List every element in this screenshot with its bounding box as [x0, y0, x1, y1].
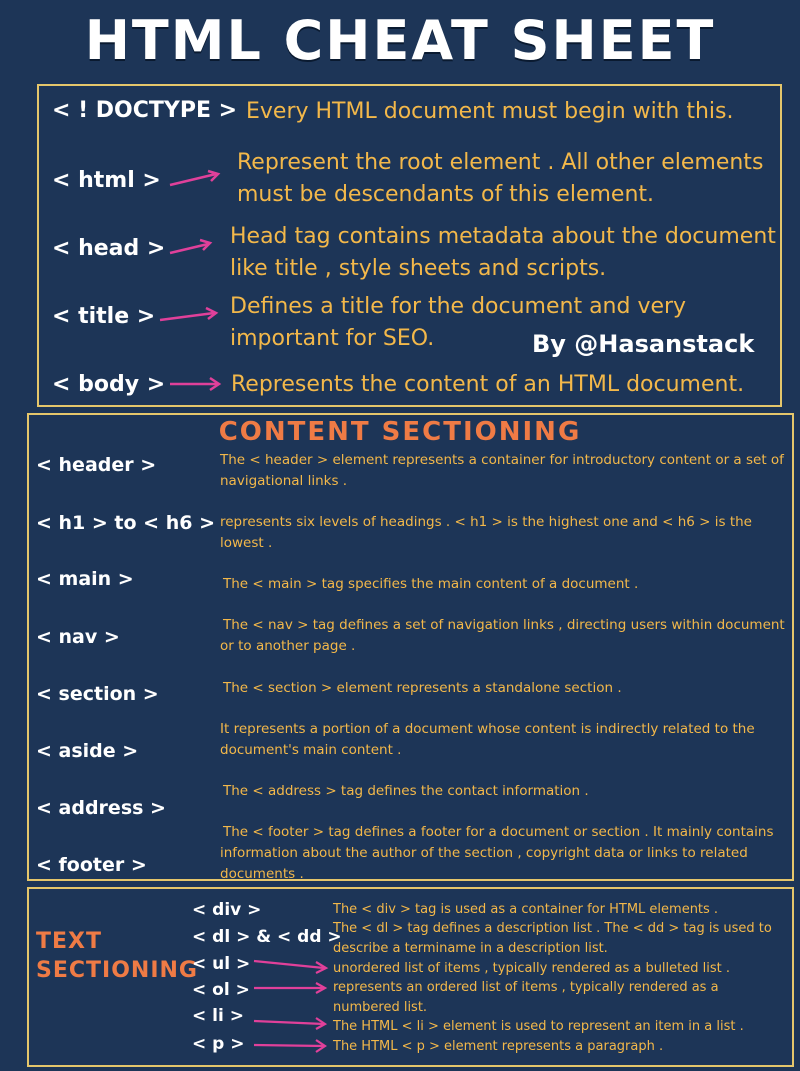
- tag-h1-h6: < h1 > to < h6 >: [36, 512, 215, 534]
- arrow-icon: [168, 374, 224, 394]
- desc-footer: The < footer > tag defines a footer for a document or section . It mainly contains information about the author of the section , copyright data or links to related documents .: [220, 824, 774, 882]
- tag-title: < title >: [52, 304, 156, 329]
- desc-head: Head tag contains metadata about the document like title , style sheets and scripts.: [230, 224, 776, 281]
- tag-aside: < aside >: [36, 740, 139, 762]
- tag-dl-dd: < dl > & < dd >: [192, 927, 342, 947]
- tag-ul: < ul >: [192, 954, 251, 974]
- tag-html: < html >: [52, 168, 161, 193]
- tag-address: < address >: [36, 797, 166, 819]
- tag-div: < div >: [192, 900, 262, 920]
- desc-body: Represents the content of an HTML document.: [231, 372, 745, 397]
- arrow-icon: [158, 304, 222, 326]
- desc-dl-dd: The < dl > tag defines a description list . The < dd > tag is used to describe a terminame in a description list.: [333, 921, 772, 956]
- tag-li: < li >: [192, 1006, 244, 1026]
- desc-aside: It represents a portion of a document whose content is indirectly related to the document's main content .: [220, 721, 755, 758]
- desc-h1-h6: represents six levels of headings . < h1 > is the highest one and < h6 > is the lowest .: [220, 514, 752, 551]
- tag-footer: < footer >: [36, 854, 147, 876]
- desc-html: Represent the root element . All other elements must be descendants of this element.: [237, 150, 764, 207]
- desc-p: The HTML < p > element represents a paragraph .: [333, 1039, 664, 1054]
- arrow-icon: [168, 168, 224, 190]
- tag-ol: < ol >: [192, 980, 250, 1000]
- arrow-icon: [252, 1038, 330, 1054]
- text-sectioning-heading-line1: TEXT: [36, 929, 103, 954]
- arrow-icon: [252, 956, 330, 974]
- tag-head: < head >: [52, 236, 166, 261]
- desc-ul: unordered list of items , typically rendered as a bulleted list .: [333, 961, 730, 976]
- arrow-icon: [168, 236, 216, 258]
- arrow-icon: [252, 1014, 330, 1032]
- tag-nav: < nav >: [36, 626, 120, 648]
- desc-ol: represents an ordered list of items , typically rendered as a numbered list.: [333, 980, 719, 1015]
- desc-section: The < section > element represents a standalone section .: [223, 680, 622, 696]
- tag-doctype: < ! DOCTYPE >: [52, 98, 238, 123]
- desc-title: Defines a title for the document and very important for SEO.: [230, 294, 687, 351]
- page-title: HTML CHEAT SHEET: [84, 9, 716, 72]
- desc-div: The < div > tag is used as a container for HTML elements .: [333, 902, 719, 917]
- content-sectioning-heading: CONTENT SECTIONING: [218, 417, 582, 447]
- desc-li: The HTML < li > element is used to represent an item in a list .: [333, 1019, 744, 1034]
- tag-p: < p >: [192, 1034, 245, 1054]
- tag-header: < header >: [36, 454, 157, 476]
- tag-main: < main >: [36, 568, 134, 590]
- desc-nav: The < nav > tag defines a set of navigation links , directing users within document or to another page .: [220, 617, 785, 654]
- desc-doctype: Every HTML document must begin with this.: [246, 99, 734, 124]
- desc-header: The < header > element represents a container for introductory content or a set of navigational links .: [220, 452, 784, 489]
- desc-address: The < address > tag defines the contact information .: [223, 783, 589, 799]
- desc-main: The < main > tag specifies the main content of a document .: [223, 576, 639, 592]
- tag-section: < section >: [36, 683, 159, 705]
- arrow-icon: [252, 980, 330, 998]
- tag-body: < body >: [52, 372, 166, 397]
- text-sectioning-heading: [36, 927, 198, 985]
- text-sectioning-heading-line2: SECTIONING: [36, 958, 198, 983]
- byline: By @Hasanstack: [532, 330, 755, 358]
